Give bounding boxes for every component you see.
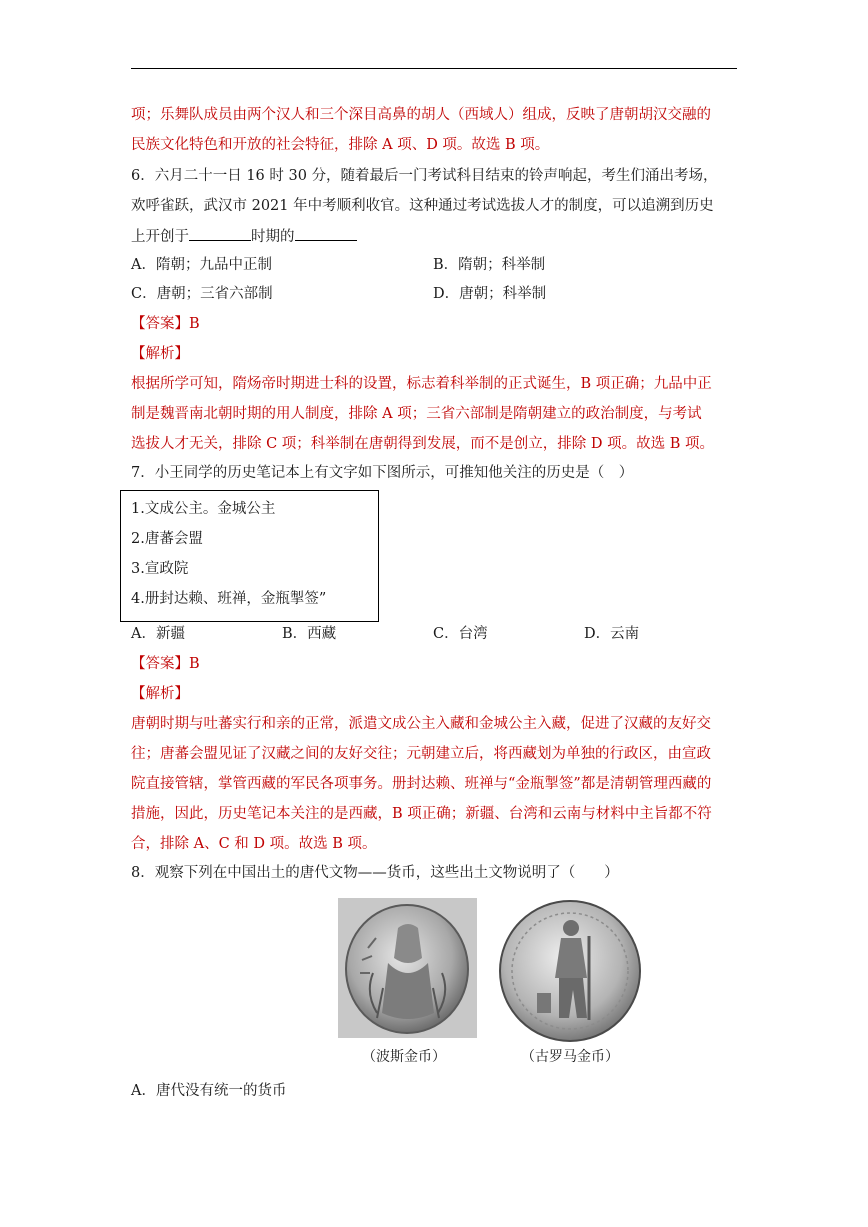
note-line-1: 1.文成公主。金城公主 (131, 501, 276, 517)
prev-analysis-line-2: 民族文化特色和开放的社会特征，排除 A 项、D 项。故选 B 项。 (131, 137, 550, 153)
persian-gold-coin-image (338, 898, 477, 1038)
roman-gold-coin-image (497, 898, 643, 1044)
q6-option-c[interactable]: C．唐朝；三省六部制 (131, 286, 273, 302)
q6-analysis-line-2: 制是魏晋南北朝时期的用人制度，排除 A 项；三省六部制是隋朝建立的政治制度，与考试 (131, 406, 702, 422)
q6-analysis-line-1: 根据所学可知，隋炀帝时期进士科的设置，标志着科举制的正式诞生，B 项正确；九品中正 (131, 376, 712, 392)
q7-stem: 7．小王同学的历史笔记本上有文字如下图所示，可推知他关注的历史是（ ） (131, 465, 634, 481)
q7-analysis-label: 【解析】 (131, 686, 189, 702)
q6-stem-text-a: 上开创于 (131, 229, 189, 245)
q7-option-b[interactable]: B．西藏 (282, 626, 337, 642)
q7-analysis-line-4: 措施，因此，历史笔记本关注的是西藏，B 项正确；新疆、台湾和云南与材料中主旨都不符 (131, 806, 712, 822)
q7-option-d[interactable]: D．云南 (584, 626, 640, 642)
notebook-box (120, 490, 379, 622)
prev-analysis-line-1: 项；乐舞队成员由两个汉人和三个深目高鼻的胡人（西域人）组成，反映了唐朝胡汉交融的 (131, 107, 711, 123)
q6-option-b[interactable]: B．隋朝；科举制 (433, 257, 546, 273)
note-line-2: 2.唐蕃会盟 (131, 531, 203, 547)
q7-analysis-line-1: 唐朝时期与吐蕃实行和亲的正常，派遣文成公主入藏和金城公主入藏，促进了汉藏的友好交 (131, 716, 711, 732)
q8-option-a[interactable]: A．唐代没有统一的货币 (131, 1083, 287, 1099)
q7-analysis-line-3: 院直接管辖，掌管西藏的军民各项事务。册封达赖、班禅与“金瓶掣签”都是清朝管理西藏的 (131, 776, 712, 792)
q6-answer: 【答案】B (131, 316, 200, 332)
fill-blank-1 (189, 226, 251, 241)
q7-option-c[interactable]: C．台湾 (433, 626, 488, 642)
q6-stem-text-b: 时期的 (251, 229, 295, 245)
q6-analysis-label: 【解析】 (131, 346, 189, 362)
q8-stem: 8．观察下列在中国出土的唐代文物——货币，这些出土文物说明了（ ） (131, 865, 619, 881)
q7-analysis-line-2: 往；唐蕃会盟见证了汉藏之间的友好交往；元朝建立后，将西藏划为单独的行政区，由宣政 (131, 746, 711, 762)
q7-option-a[interactable]: A．新疆 (131, 626, 185, 642)
q6-option-d[interactable]: D．唐朝；科举制 (433, 286, 547, 302)
q7-analysis-line-5: 合，排除 A、C 和 D 项。故选 B 项。 (131, 836, 377, 852)
header-rule (131, 68, 737, 69)
persian-coin-caption: （波斯金币） (362, 1049, 446, 1065)
note-line-3: 3.宣政院 (131, 561, 189, 577)
fill-blank-2 (295, 226, 357, 241)
q6-analysis-line-3: 选拔人才无关，排除 C 项；科举制在唐朝得到发展，而不是创立，排除 D 项。故选 B 项。 (131, 436, 715, 452)
q6-stem-line-3 (131, 226, 357, 247)
q6-option-a[interactable]: A．隋朝；九品中正制 (131, 257, 272, 273)
roman-coin-caption: （古罗马金币） (521, 1049, 619, 1065)
q7-answer: 【答案】B (131, 656, 200, 672)
q6-stem-line-1: 6．六月二十一日 16 时 30 分，随着最后一门考试科目结束的铃声响起，考生们涌出考场， (131, 168, 718, 184)
q6-stem-line-2: 欢呼雀跃，武汉市 2021 年中考顺利收官。这种通过考试选拔人才的制度，可以追溯到历史 (131, 198, 714, 214)
note-line-4: 4.册封达赖、班禅，金瓶掣签” (131, 591, 327, 607)
